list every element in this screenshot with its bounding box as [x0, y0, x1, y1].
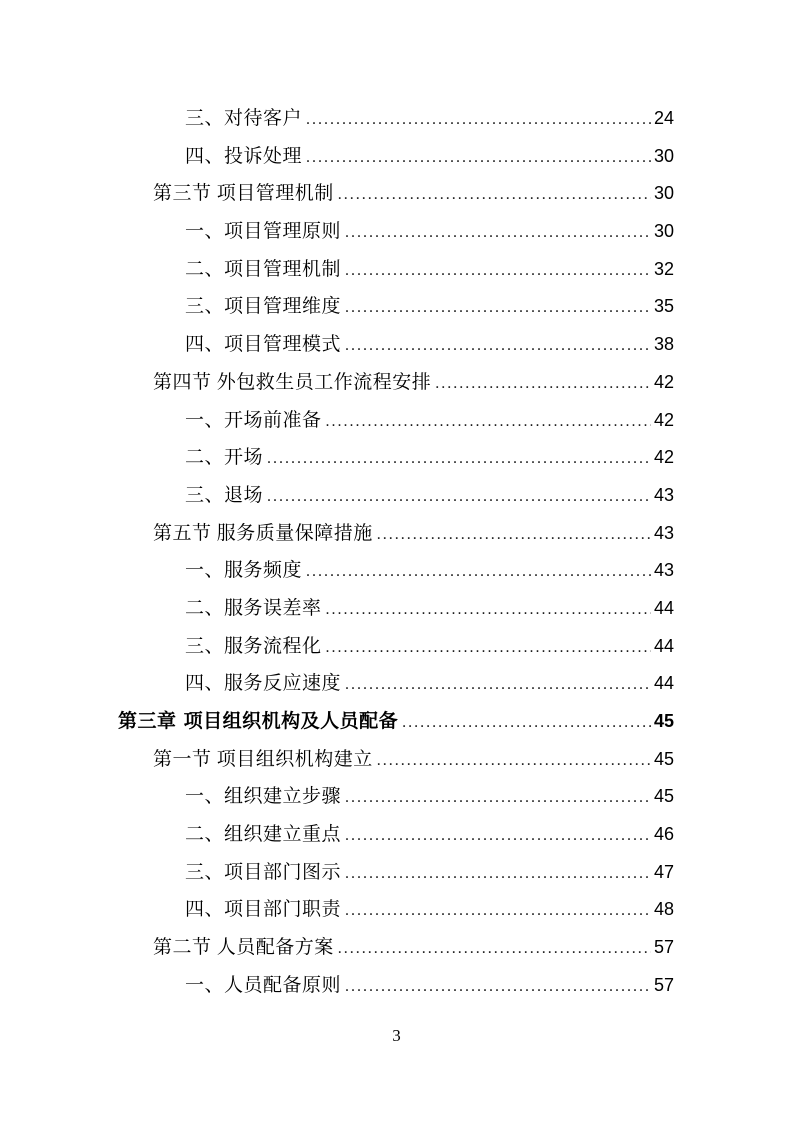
- toc-entry-label: 一、项目管理原则: [185, 221, 342, 243]
- toc-entry[interactable]: [118, 967, 674, 1005]
- dot-leader: [306, 553, 651, 591]
- dot-leader: [345, 289, 651, 327]
- toc-entry-page-number: 44: [653, 673, 674, 694]
- toc-entry-page-number: 46: [653, 824, 674, 845]
- toc-entry[interactable]: [118, 515, 674, 553]
- toc-entry-label: 第二节 人员配备方案: [153, 937, 334, 959]
- toc-entry[interactable]: [118, 175, 674, 213]
- toc-entry-page-number: 35: [653, 296, 674, 317]
- toc-entry-label: 四、投诉处理: [185, 145, 303, 167]
- dot-leader: [402, 704, 651, 742]
- toc-entry-label: 二、服务误差率: [185, 597, 322, 619]
- footer-page-number: 3: [392, 1026, 401, 1045]
- dot-leader: [338, 930, 651, 968]
- toc-entry[interactable]: [118, 213, 674, 251]
- toc-entry-page-number: 45: [653, 748, 674, 769]
- toc-entry-label: 一、人员配备原则: [185, 974, 342, 996]
- dot-leader: [377, 516, 651, 554]
- dot-leader: [377, 742, 651, 780]
- toc-entry[interactable]: [118, 891, 674, 929]
- toc-entry-page-number: 42: [653, 447, 674, 468]
- toc-entry-page-number: 32: [653, 258, 674, 279]
- toc-entry-page-number: 30: [653, 145, 674, 166]
- toc-entry-label: 四、项目管理模式: [185, 334, 342, 356]
- toc-entry-page-number: 30: [653, 221, 674, 242]
- toc-entry-page-number: 38: [653, 334, 674, 355]
- toc-entry-label: 一、服务频度: [185, 560, 303, 582]
- toc-entry-page-number: 42: [653, 371, 674, 392]
- toc-entry[interactable]: [118, 439, 674, 477]
- toc-entry-label: 三、项目管理维度: [185, 296, 342, 318]
- toc-entry-label: 三、对待客户: [185, 108, 303, 129]
- toc-entry[interactable]: [118, 251, 674, 289]
- toc-entry-label: 二、项目管理机制: [185, 258, 342, 280]
- toc-entry-page-number: 45: [653, 786, 674, 807]
- page-footer: [0, 1026, 793, 1046]
- toc-entry[interactable]: [118, 552, 674, 590]
- toc-entry-label: 一、组织建立步骤: [185, 786, 342, 808]
- toc-entry-label: 一、开场前准备: [185, 409, 322, 431]
- dot-leader: [345, 666, 651, 704]
- dot-leader: [345, 214, 651, 252]
- toc-entry[interactable]: [118, 590, 674, 628]
- toc-entry[interactable]: [118, 665, 674, 703]
- toc-entry-page-number: 30: [653, 183, 674, 204]
- toc-entry-page-number: 43: [653, 522, 674, 543]
- toc-entry[interactable]: [118, 100, 674, 138]
- toc-entry-label: 第一节 项目组织机构建立: [153, 748, 373, 770]
- toc-entry-label: 第三节 项目管理机制: [153, 183, 334, 205]
- dot-leader: [326, 591, 651, 629]
- toc-entry[interactable]: [118, 854, 674, 892]
- dot-leader: [345, 252, 651, 290]
- dot-leader: [306, 101, 651, 139]
- toc-entry-page-number: 57: [653, 937, 674, 958]
- toc-entry-label: 四、服务反应速度: [185, 673, 342, 695]
- dot-leader: [345, 968, 651, 1006]
- toc-entry-page-number: 42: [653, 409, 674, 430]
- toc-entry-label: 第三章 项目组织机构及人员配备: [118, 710, 399, 732]
- toc-entry-label: 三、项目部门图示: [185, 861, 342, 883]
- dot-leader: [345, 855, 651, 893]
- dot-leader: [345, 892, 651, 930]
- toc-entry-page-number: 45: [653, 711, 674, 731]
- toc-entry[interactable]: [118, 364, 674, 402]
- dot-leader: [345, 817, 651, 855]
- dot-leader: [267, 440, 651, 478]
- toc-entry[interactable]: [118, 288, 674, 326]
- toc-entry-label: 四、项目部门职责: [185, 899, 342, 921]
- toc-entry[interactable]: [118, 628, 674, 666]
- toc-entry-label: 三、退场: [185, 484, 264, 506]
- dot-leader: [306, 139, 651, 177]
- toc-entry-page-number: 44: [653, 635, 674, 656]
- toc-entry[interactable]: [118, 703, 674, 741]
- dot-leader: [326, 403, 651, 441]
- toc-entry[interactable]: [118, 402, 674, 440]
- dot-leader: [345, 779, 651, 817]
- toc-entry-label: 三、服务流程化: [185, 635, 322, 657]
- dot-leader: [435, 365, 651, 403]
- toc-entry-label: 二、组织建立重点: [185, 824, 342, 846]
- toc-entry-page-number: 43: [653, 560, 674, 581]
- toc-entry-label: 第五节 服务质量保障措施: [153, 522, 373, 544]
- toc-entry-page-number: 43: [653, 484, 674, 505]
- toc-entry-page-number: 44: [653, 597, 674, 618]
- dot-leader: [326, 629, 651, 667]
- toc-entry-page-number: 24: [653, 108, 674, 128]
- dot-leader: [345, 327, 651, 365]
- toc-entry-page-number: 57: [653, 974, 674, 995]
- toc-entry[interactable]: [118, 778, 674, 816]
- toc-entry[interactable]: [118, 326, 674, 364]
- toc-entry-label: 第四节 外包救生员工作流程安排: [153, 371, 432, 393]
- dot-leader: [338, 176, 651, 214]
- toc-entry[interactable]: [118, 138, 674, 176]
- table-of-contents: [118, 100, 674, 1005]
- toc-entry-page-number: 47: [653, 861, 674, 882]
- toc-entry-page-number: 48: [653, 899, 674, 920]
- toc-entry-label: 二、开场: [185, 447, 264, 469]
- toc-entry[interactable]: [118, 816, 674, 854]
- toc-entry[interactable]: [118, 741, 674, 779]
- toc-entry[interactable]: [118, 929, 674, 967]
- dot-leader: [267, 478, 651, 516]
- toc-entry[interactable]: [118, 477, 674, 515]
